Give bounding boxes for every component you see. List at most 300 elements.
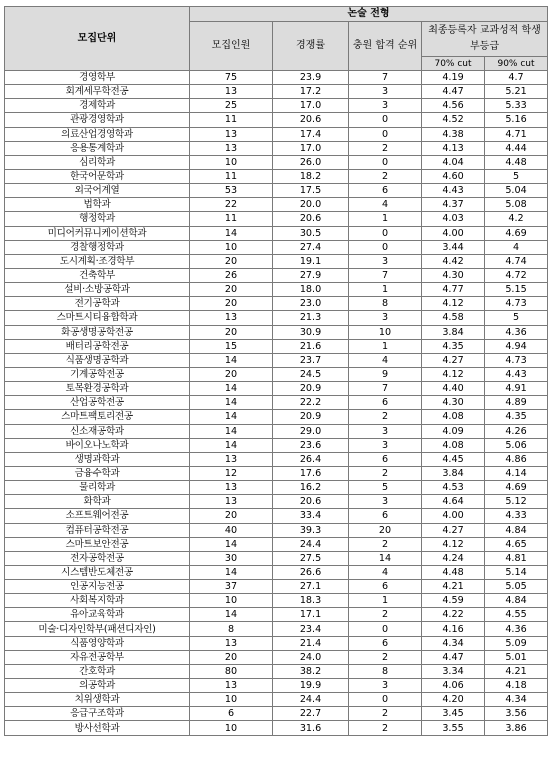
cell-cut70: 3.44: [422, 240, 485, 254]
cell-competition: 24.5: [273, 367, 349, 381]
cell-additional-rank: 1: [349, 594, 422, 608]
cell-additional-rank: 9: [349, 367, 422, 381]
cell-cut70: 4.22: [422, 608, 485, 622]
cell-cut90: 5.33: [485, 99, 548, 113]
cell-unit: 관광경영학과: [5, 113, 190, 127]
cell-count: 13: [190, 85, 273, 99]
cell-additional-rank: 1: [349, 283, 422, 297]
table-row: [5, 99, 548, 113]
cell-cut90: 4.26: [485, 424, 548, 438]
cell-competition: 26.6: [273, 565, 349, 579]
cell-cut90: 4.7: [485, 71, 548, 85]
cell-competition: 16.2: [273, 481, 349, 495]
cell-cut90: 4.48: [485, 155, 548, 169]
table-row: [5, 382, 548, 396]
cell-count: 10: [190, 693, 273, 707]
cell-cut90: 5.16: [485, 113, 548, 127]
cell-cut90: 5.15: [485, 283, 548, 297]
table-row: [5, 594, 548, 608]
cell-competition: 26.0: [273, 155, 349, 169]
header-competition: 경쟁률: [273, 22, 349, 71]
cell-cut70: 4.34: [422, 636, 485, 650]
table-row: [5, 693, 548, 707]
cell-cut90: 4.36: [485, 325, 548, 339]
cell-competition: 27.4: [273, 240, 349, 254]
cell-cut70: 4.12: [422, 297, 485, 311]
cell-cut70: 4.52: [422, 113, 485, 127]
table-row: [5, 580, 548, 594]
cell-cut70: 4.13: [422, 141, 485, 155]
cell-competition: 20.6: [273, 113, 349, 127]
table-row: [5, 240, 548, 254]
cell-count: 10: [190, 721, 273, 735]
cell-competition: 17.4: [273, 127, 349, 141]
cell-competition: 23.6: [273, 438, 349, 452]
cell-cut90: 4.14: [485, 466, 548, 480]
cell-competition: 18.3: [273, 594, 349, 608]
cell-competition: 38.2: [273, 664, 349, 678]
cell-unit: 한국어문학과: [5, 169, 190, 183]
cell-unit: 물리학과: [5, 481, 190, 495]
cell-cut90: 4.73: [485, 297, 548, 311]
cell-additional-rank: 2: [349, 608, 422, 622]
cell-cut90: 3.56: [485, 707, 548, 721]
cell-competition: 17.2: [273, 85, 349, 99]
cell-competition: 20.0: [273, 198, 349, 212]
table-row: [5, 283, 548, 297]
table-body: [5, 71, 548, 736]
cell-count: 20: [190, 650, 273, 664]
cell-cut70: 4.27: [422, 353, 485, 367]
cell-unit: 응용통계학과: [5, 141, 190, 155]
cell-competition: 24.0: [273, 650, 349, 664]
table-row: [5, 622, 548, 636]
cell-cut70: 4.03: [422, 212, 485, 226]
cell-cut90: 4.69: [485, 226, 548, 240]
table-row: [5, 650, 548, 664]
header-cut90: 90% cut: [485, 57, 548, 71]
cell-additional-rank: 6: [349, 396, 422, 410]
cell-unit: 컴퓨터공학전공: [5, 523, 190, 537]
cell-cut70: 4.09: [422, 424, 485, 438]
cell-cut70: 4.35: [422, 339, 485, 353]
cell-cut70: 4.77: [422, 283, 485, 297]
table-row: [5, 452, 548, 466]
cell-cut90: 5.14: [485, 565, 548, 579]
cell-count: 20: [190, 283, 273, 297]
header-essay-track: 논술 전형: [190, 7, 548, 22]
cell-count: 11: [190, 212, 273, 226]
cell-competition: 20.9: [273, 410, 349, 424]
cell-unit: 경제학과: [5, 99, 190, 113]
cell-additional-rank: 6: [349, 184, 422, 198]
cell-unit: 스마트팩토리전공: [5, 410, 190, 424]
cell-cut90: 4.94: [485, 339, 548, 353]
cell-cut70: 4.16: [422, 622, 485, 636]
table-row: [5, 721, 548, 735]
cell-competition: 22.2: [273, 396, 349, 410]
cell-unit: 바이오나노학과: [5, 438, 190, 452]
cell-cut90: 5.04: [485, 184, 548, 198]
cell-cut90: 4: [485, 240, 548, 254]
cell-additional-rank: 6: [349, 452, 422, 466]
cell-count: 13: [190, 311, 273, 325]
cell-additional-rank: 3: [349, 424, 422, 438]
cell-count: 14: [190, 608, 273, 622]
table-row: [5, 85, 548, 99]
cell-additional-rank: 3: [349, 311, 422, 325]
cell-count: 75: [190, 71, 273, 85]
table-row: [5, 707, 548, 721]
cell-unit: 유아교육학과: [5, 608, 190, 622]
cell-count: 14: [190, 565, 273, 579]
table-row: [5, 424, 548, 438]
table-row: [5, 679, 548, 693]
cell-unit: 의공학과: [5, 679, 190, 693]
cell-additional-rank: 3: [349, 438, 422, 452]
cell-count: 40: [190, 523, 273, 537]
cell-cut70: 4.59: [422, 594, 485, 608]
cell-additional-rank: 3: [349, 679, 422, 693]
cell-count: 14: [190, 396, 273, 410]
cell-cut90: 4.34: [485, 693, 548, 707]
cell-cut70: 4.00: [422, 509, 485, 523]
cell-cut70: 4.19: [422, 71, 485, 85]
table-row: [5, 169, 548, 183]
cell-additional-rank: 8: [349, 297, 422, 311]
cell-unit: 식품영양학과: [5, 636, 190, 650]
cell-additional-rank: 6: [349, 580, 422, 594]
cell-competition: 26.4: [273, 452, 349, 466]
cell-cut90: 5.01: [485, 650, 548, 664]
cell-cut90: 4.33: [485, 509, 548, 523]
cell-competition: 20.6: [273, 495, 349, 509]
cell-competition: 17.1: [273, 608, 349, 622]
cell-count: 53: [190, 184, 273, 198]
cell-count: 6: [190, 707, 273, 721]
cell-competition: 23.0: [273, 297, 349, 311]
cell-count: 14: [190, 537, 273, 551]
cell-additional-rank: 2: [349, 466, 422, 480]
table-row: [5, 396, 548, 410]
cell-unit: 전자공학전공: [5, 551, 190, 565]
cell-unit: 회계세무학전공: [5, 85, 190, 99]
cell-cut90: 4.69: [485, 481, 548, 495]
cell-competition: 21.6: [273, 339, 349, 353]
cell-unit: 식품생명공학과: [5, 353, 190, 367]
cell-unit: 시스템반도체전공: [5, 565, 190, 579]
admissions-table-sheet: [4, 6, 548, 736]
cell-additional-rank: 3: [349, 85, 422, 99]
cell-cut70: 3.84: [422, 466, 485, 480]
header-unit: 모집단위: [5, 7, 190, 71]
cell-competition: 24.4: [273, 693, 349, 707]
cell-competition: 19.9: [273, 679, 349, 693]
cell-competition: 27.5: [273, 551, 349, 565]
cell-cut70: 4.43: [422, 184, 485, 198]
cell-cut90: 4.81: [485, 551, 548, 565]
cell-unit: 전기공학과: [5, 297, 190, 311]
cell-cut70: 4.06: [422, 679, 485, 693]
cell-additional-rank: 0: [349, 155, 422, 169]
cell-competition: 23.4: [273, 622, 349, 636]
cell-unit: 경찰행정학과: [5, 240, 190, 254]
cell-additional-rank: 0: [349, 622, 422, 636]
cell-unit: 외국어계열: [5, 184, 190, 198]
cell-count: 14: [190, 226, 273, 240]
cell-count: 10: [190, 594, 273, 608]
table-row: [5, 71, 548, 85]
cell-cut70: 4.42: [422, 254, 485, 268]
table-row: [5, 268, 548, 282]
cell-cut70: 4.00: [422, 226, 485, 240]
cell-competition: 20.6: [273, 212, 349, 226]
cell-additional-rank: 3: [349, 495, 422, 509]
cell-count: 25: [190, 99, 273, 113]
cell-cut70: 4.60: [422, 169, 485, 183]
cell-additional-rank: 7: [349, 268, 422, 282]
cell-unit: 설비·소방공학과: [5, 283, 190, 297]
cell-unit: 의료산업경영학과: [5, 127, 190, 141]
cell-cut90: 4.84: [485, 594, 548, 608]
cell-count: 14: [190, 382, 273, 396]
cell-additional-rank: 4: [349, 198, 422, 212]
cell-count: 13: [190, 141, 273, 155]
table-row: [5, 127, 548, 141]
cell-cut90: 4.74: [485, 254, 548, 268]
cell-additional-rank: 8: [349, 664, 422, 678]
cell-competition: 17.5: [273, 184, 349, 198]
cell-competition: 27.9: [273, 268, 349, 282]
cell-competition: 30.5: [273, 226, 349, 240]
cell-cut90: 4.65: [485, 537, 548, 551]
cell-unit: 배터리공학전공: [5, 339, 190, 353]
cell-cut70: 4.64: [422, 495, 485, 509]
cell-additional-rank: 4: [349, 565, 422, 579]
cell-competition: 27.1: [273, 580, 349, 594]
cell-additional-rank: 3: [349, 254, 422, 268]
cell-cut90: 4.55: [485, 608, 548, 622]
cell-count: 30: [190, 551, 273, 565]
header-grade-group: 최종등록자 교과성적 학생부등급: [422, 22, 548, 57]
cell-cut70: 4.30: [422, 396, 485, 410]
cell-count: 12: [190, 466, 273, 480]
cell-count: 22: [190, 198, 273, 212]
cell-cut70: 4.58: [422, 311, 485, 325]
table-row: [5, 141, 548, 155]
cell-competition: 21.4: [273, 636, 349, 650]
cell-cut70: 3.55: [422, 721, 485, 735]
cell-additional-rank: 2: [349, 410, 422, 424]
cell-count: 37: [190, 580, 273, 594]
table-row: [5, 184, 548, 198]
cell-cut90: 5.21: [485, 85, 548, 99]
table-row: [5, 636, 548, 650]
table-row: [5, 481, 548, 495]
cell-additional-rank: 7: [349, 382, 422, 396]
cell-cut90: 4.21: [485, 664, 548, 678]
cell-unit: 금융수학과: [5, 466, 190, 480]
cell-cut70: 4.08: [422, 410, 485, 424]
cell-count: 13: [190, 452, 273, 466]
cell-additional-rank: 0: [349, 693, 422, 707]
cell-cut90: 4.91: [485, 382, 548, 396]
cell-cut70: 4.47: [422, 650, 485, 664]
table-row: [5, 466, 548, 480]
cell-cut90: 4.84: [485, 523, 548, 537]
cell-unit: 심리학과: [5, 155, 190, 169]
cell-competition: 19.1: [273, 254, 349, 268]
cell-cut70: 4.12: [422, 367, 485, 381]
cell-cut90: 4.18: [485, 679, 548, 693]
cell-cut90: 4.73: [485, 353, 548, 367]
cell-count: 14: [190, 410, 273, 424]
table-row: [5, 325, 548, 339]
cell-additional-rank: 2: [349, 721, 422, 735]
cell-unit: 소프트웨어전공: [5, 509, 190, 523]
cell-competition: 17.6: [273, 466, 349, 480]
cell-unit: 법학과: [5, 198, 190, 212]
cell-additional-rank: 4: [349, 353, 422, 367]
cell-cut90: 5: [485, 311, 548, 325]
table-row: [5, 537, 548, 551]
cell-competition: 21.3: [273, 311, 349, 325]
cell-cut70: 4.37: [422, 198, 485, 212]
cell-cut70: 4.20: [422, 693, 485, 707]
cell-unit: 미술·디자인학부(패션디자인): [5, 622, 190, 636]
cell-unit: 생명과학과: [5, 452, 190, 466]
cell-cut90: 4.2: [485, 212, 548, 226]
cell-competition: 31.6: [273, 721, 349, 735]
cell-competition: 17.0: [273, 141, 349, 155]
cell-cut70: 4.48: [422, 565, 485, 579]
table-row: [5, 509, 548, 523]
cell-unit: 도시계획·조경학부: [5, 254, 190, 268]
cell-cut90: 4.35: [485, 410, 548, 424]
cell-unit: 행정학과: [5, 212, 190, 226]
cell-count: 13: [190, 636, 273, 650]
cell-cut70: 4.38: [422, 127, 485, 141]
cell-competition: 23.7: [273, 353, 349, 367]
cell-competition: 20.9: [273, 382, 349, 396]
cell-count: 80: [190, 664, 273, 678]
table-row: [5, 155, 548, 169]
cell-unit: 치위생학과: [5, 693, 190, 707]
cell-unit: 스마트시티융합학과: [5, 311, 190, 325]
cell-competition: 22.7: [273, 707, 349, 721]
cell-unit: 미디어커뮤니케이션학과: [5, 226, 190, 240]
cell-cut90: 3.86: [485, 721, 548, 735]
cell-competition: 18.0: [273, 283, 349, 297]
cell-cut90: 4.71: [485, 127, 548, 141]
cell-additional-rank: 10: [349, 325, 422, 339]
cell-additional-rank: 3: [349, 99, 422, 113]
cell-count: 15: [190, 339, 273, 353]
cell-additional-rank: 6: [349, 636, 422, 650]
cell-count: 13: [190, 495, 273, 509]
cell-cut90: 4.72: [485, 268, 548, 282]
table-row: [5, 523, 548, 537]
cell-unit: 간호학과: [5, 664, 190, 678]
cell-additional-rank: 7: [349, 71, 422, 85]
cell-cut70: 4.04: [422, 155, 485, 169]
cell-count: 14: [190, 438, 273, 452]
cell-cut70: 4.24: [422, 551, 485, 565]
cell-unit: 기계공학전공: [5, 367, 190, 381]
cell-additional-rank: 1: [349, 212, 422, 226]
cell-cut70: 4.30: [422, 268, 485, 282]
cell-unit: 응급구조학과: [5, 707, 190, 721]
cell-count: 10: [190, 240, 273, 254]
cell-count: 10: [190, 155, 273, 169]
cell-cut90: 4.86: [485, 452, 548, 466]
cell-count: 14: [190, 424, 273, 438]
cell-cut90: 5.09: [485, 636, 548, 650]
cell-competition: 29.0: [273, 424, 349, 438]
cell-unit: 사회복지학과: [5, 594, 190, 608]
cell-count: 8: [190, 622, 273, 636]
table-row: [5, 254, 548, 268]
cell-competition: 18.2: [273, 169, 349, 183]
cell-additional-rank: 20: [349, 523, 422, 537]
header-cut70: 70% cut: [422, 57, 485, 71]
cell-cut90: 5.12: [485, 495, 548, 509]
cell-unit: 방사선학과: [5, 721, 190, 735]
cell-count: 13: [190, 481, 273, 495]
table-header: [5, 7, 548, 71]
cell-additional-rank: 2: [349, 650, 422, 664]
cell-count: 11: [190, 169, 273, 183]
cell-cut70: 4.21: [422, 580, 485, 594]
cell-additional-rank: 2: [349, 141, 422, 155]
admissions-results-table: [4, 6, 548, 736]
cell-cut70: 3.45: [422, 707, 485, 721]
cell-competition: 17.0: [273, 99, 349, 113]
cell-cut70: 4.45: [422, 452, 485, 466]
cell-cut70: 4.53: [422, 481, 485, 495]
table-row: [5, 410, 548, 424]
cell-cut90: 4.44: [485, 141, 548, 155]
cell-cut70: 4.40: [422, 382, 485, 396]
cell-cut70: 3.84: [422, 325, 485, 339]
cell-count: 26: [190, 268, 273, 282]
table-row: [5, 367, 548, 381]
cell-competition: 30.9: [273, 325, 349, 339]
table-row: [5, 113, 548, 127]
cell-unit: 경영학부: [5, 71, 190, 85]
cell-additional-rank: 2: [349, 169, 422, 183]
table-row: [5, 495, 548, 509]
cell-count: 13: [190, 679, 273, 693]
cell-additional-rank: 0: [349, 226, 422, 240]
cell-cut90: 5.05: [485, 580, 548, 594]
table-row: [5, 565, 548, 579]
table-row: [5, 212, 548, 226]
cell-cut70: 4.12: [422, 537, 485, 551]
cell-competition: 33.4: [273, 509, 349, 523]
cell-unit: 신소재공학과: [5, 424, 190, 438]
table-row: [5, 198, 548, 212]
cell-competition: 39.3: [273, 523, 349, 537]
table-row: [5, 353, 548, 367]
cell-additional-rank: 14: [349, 551, 422, 565]
table-row: [5, 339, 548, 353]
cell-additional-rank: 6: [349, 509, 422, 523]
cell-competition: 24.4: [273, 537, 349, 551]
cell-additional-rank: 0: [349, 127, 422, 141]
cell-unit: 산업공학전공: [5, 396, 190, 410]
cell-cut90: 4.89: [485, 396, 548, 410]
